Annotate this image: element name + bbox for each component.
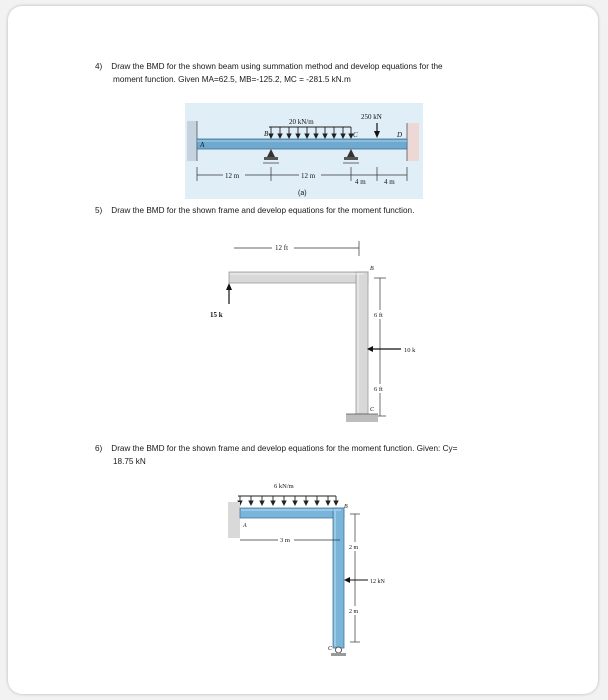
dim-top: 12 ft xyxy=(275,244,289,252)
point-load-label: 12 kN xyxy=(370,579,385,585)
dim-upper: 6 ft xyxy=(374,312,383,319)
left-wall xyxy=(187,121,197,161)
question-4-number: 4) xyxy=(95,62,103,71)
figure-5-frame xyxy=(196,238,426,426)
figure-4-caption: (a) xyxy=(298,190,307,197)
question-6-line1: Draw the BMD for the shown frame and develop equations for the moment function. Given: Cy= xyxy=(111,444,458,453)
label-c: C xyxy=(370,407,375,413)
figure-4-beam xyxy=(185,103,423,199)
document-page xyxy=(8,6,598,694)
question-5-number: 5) xyxy=(95,206,103,215)
figure-6-frame xyxy=(224,478,404,664)
dist-load-label: 20 kN/m xyxy=(289,118,314,126)
frame-members xyxy=(229,272,368,414)
question-6 xyxy=(95,442,565,468)
dim-upper: 2 m xyxy=(349,545,359,551)
frame-members xyxy=(240,508,344,648)
question-4 xyxy=(95,60,565,86)
label-b: B xyxy=(264,130,269,138)
dim-1: 12 m xyxy=(225,172,240,180)
label-c: C xyxy=(353,131,358,139)
right-wall xyxy=(407,123,419,161)
question-4-line2: moment function. Given MA=62.5, MB=-125.2, MC = -281.5 kN.m xyxy=(113,75,351,84)
question-6-number: 6) xyxy=(95,444,103,453)
left-wall xyxy=(228,502,240,538)
dim-lower: 2 m xyxy=(349,609,359,615)
dim-span: 3 m xyxy=(280,537,290,544)
label-c: C xyxy=(328,646,333,652)
question-6-line2: 18.75 kN xyxy=(113,457,146,466)
fixed-support-c xyxy=(346,414,378,422)
label-a: A xyxy=(243,523,247,529)
label-d: D xyxy=(397,131,403,139)
top-dimension xyxy=(234,241,359,256)
dim-4: 4 m xyxy=(384,178,395,186)
label-b: B xyxy=(344,504,348,510)
question-5-line1: Draw the BMD for the shown frame and develop equations for the moment function. xyxy=(111,206,415,215)
dim-2: 12 m xyxy=(301,172,316,180)
question-4-line1: Draw the BMD for the shown beam using summation method and develop equations for the xyxy=(111,62,443,71)
udl-arrows xyxy=(238,496,338,505)
dist-load-label: 6 kN/m xyxy=(274,483,294,490)
dim-lower: 6 ft xyxy=(374,386,383,393)
point-load-label: 250 kN xyxy=(361,113,382,121)
dim-3: 4 m xyxy=(355,178,366,186)
question-5 xyxy=(95,204,565,217)
load-right-label: 10 k xyxy=(404,347,416,354)
right-dimension xyxy=(350,514,360,642)
label-b: B xyxy=(370,266,374,272)
load-left-label: 15 k xyxy=(210,311,223,319)
right-dimension xyxy=(374,278,386,416)
label-a: A xyxy=(200,141,205,149)
